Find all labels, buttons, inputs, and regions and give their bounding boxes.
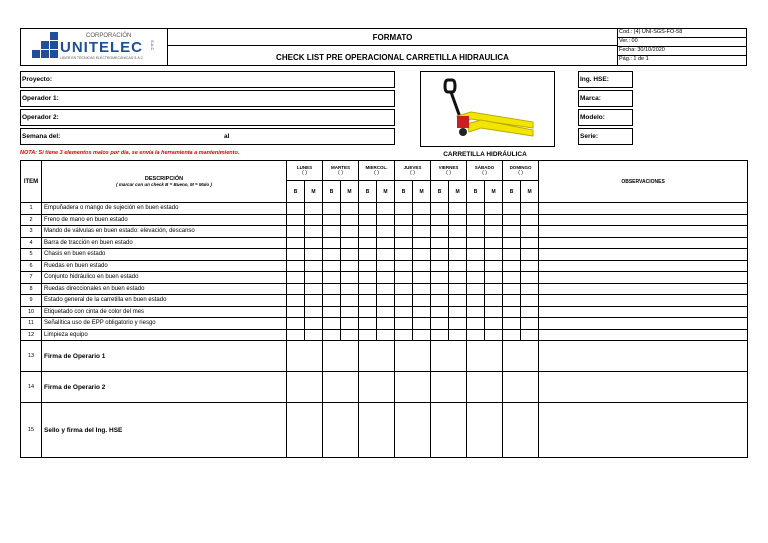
check-cell[interactable] (431, 260, 449, 272)
check-cell[interactable] (413, 249, 431, 261)
check-cell[interactable] (413, 283, 431, 295)
check-cell[interactable] (413, 306, 431, 318)
description-subtitle: ( marcar con un check B = Bueno, M = Malo ) (116, 182, 212, 187)
check-cell[interactable] (287, 329, 305, 341)
signature-row (21, 372, 748, 403)
observation-cell[interactable] (539, 272, 748, 284)
table-row (21, 237, 748, 249)
check-cell[interactable] (485, 226, 503, 238)
check-cell[interactable] (377, 203, 395, 215)
pallet-jack-icon (421, 72, 554, 146)
check-cell[interactable] (449, 329, 467, 341)
check-cell[interactable] (287, 295, 305, 307)
signature-cell[interactable] (323, 372, 359, 403)
check-cell[interactable] (467, 272, 485, 284)
check-cell[interactable] (395, 306, 413, 318)
observation-cell[interactable] (539, 260, 748, 272)
proyecto-field[interactable] (20, 71, 395, 88)
observation-cell[interactable] (539, 318, 748, 330)
item-description: Empuñadera o mango de sujeción en buen estado (42, 203, 287, 215)
check-cell[interactable] (359, 295, 377, 307)
check-cell[interactable] (287, 226, 305, 238)
check-cell[interactable] (449, 214, 467, 226)
check-cell[interactable] (395, 295, 413, 307)
check-cell[interactable] (521, 306, 539, 318)
check-cell[interactable] (467, 214, 485, 226)
check-cell[interactable] (503, 329, 521, 341)
check-cell[interactable] (413, 260, 431, 272)
check-cell[interactable] (305, 214, 323, 226)
check-cell[interactable] (305, 329, 323, 341)
check-cell[interactable] (305, 283, 323, 295)
check-cell[interactable] (323, 214, 341, 226)
check-cell[interactable] (395, 226, 413, 238)
check-cell[interactable] (323, 237, 341, 249)
signature-cell[interactable] (395, 403, 431, 458)
check-cell[interactable] (431, 329, 449, 341)
check-cell[interactable] (503, 318, 521, 330)
item-description: Freno de mano en buen estado (42, 214, 287, 226)
observation-cell[interactable] (539, 341, 748, 372)
check-cell[interactable] (287, 306, 305, 318)
check-cell[interactable] (413, 203, 431, 215)
check-cell[interactable] (431, 306, 449, 318)
check-cell[interactable] (395, 283, 413, 295)
check-cell[interactable] (467, 226, 485, 238)
item-number: 15 (21, 403, 42, 458)
check-cell[interactable] (359, 214, 377, 226)
check-cell[interactable] (521, 329, 539, 341)
doc-date: Fecha: 30/10/2020 (619, 47, 665, 53)
check-cell[interactable] (449, 226, 467, 238)
signature-cell[interactable] (503, 341, 539, 372)
check-cell[interactable] (323, 283, 341, 295)
check-cell[interactable] (359, 237, 377, 249)
check-cell[interactable] (521, 249, 539, 261)
signature-cell[interactable] (359, 403, 395, 458)
check-cell[interactable] (359, 318, 377, 330)
page-title: CHECK LIST PRE OPERACIONAL CARRETILLA HIDRAULICA (276, 53, 509, 62)
table-row (21, 306, 748, 318)
check-cell[interactable] (413, 272, 431, 284)
check-cell[interactable] (305, 318, 323, 330)
check-cell[interactable] (341, 329, 359, 341)
semana-field[interactable] (20, 128, 395, 145)
table-row (21, 318, 748, 330)
semana-label: Semana del: (22, 133, 61, 140)
item-number: 14 (21, 372, 42, 403)
item-number: 6 (21, 260, 42, 272)
observation-cell[interactable] (539, 249, 748, 261)
observation-cell[interactable] (539, 214, 748, 226)
item-description: Etiquetado con cinta de color del mes (42, 306, 287, 318)
check-cell[interactable] (323, 203, 341, 215)
doc-version: Ver.: 00 (619, 38, 638, 44)
item-description: Conjunto hidráulico en buen estado (42, 272, 287, 284)
check-cell[interactable] (467, 306, 485, 318)
check-cell[interactable] (377, 329, 395, 341)
check-cell[interactable] (467, 260, 485, 272)
maintenance-note: NOTA: Si tiene 3 elementos malos por día, se envía la herramienta a mantenimiento. (20, 150, 240, 156)
check-cell[interactable] (377, 260, 395, 272)
observation-cell[interactable] (539, 329, 748, 341)
operador2-field[interactable] (20, 109, 395, 126)
check-cell[interactable] (521, 260, 539, 272)
check-cell[interactable] (503, 283, 521, 295)
day-header-martes: MARTES ( ) (323, 161, 359, 181)
serie-label: Serie: (580, 133, 599, 140)
check-cell[interactable] (305, 249, 323, 261)
check-cell[interactable] (323, 329, 341, 341)
check-cell[interactable] (323, 295, 341, 307)
check-cell[interactable] (341, 260, 359, 272)
observation-cell[interactable] (539, 237, 748, 249)
check-cell[interactable] (287, 214, 305, 226)
check-cell[interactable] (467, 249, 485, 261)
check-cell[interactable] (485, 260, 503, 272)
check-cell[interactable] (503, 226, 521, 238)
check-cell[interactable] (467, 283, 485, 295)
check-cell[interactable] (503, 260, 521, 272)
check-cell[interactable] (431, 283, 449, 295)
check-cell[interactable] (377, 237, 395, 249)
ing-hse-field[interactable] (578, 71, 633, 88)
check-cell[interactable] (521, 226, 539, 238)
check-cell[interactable] (413, 318, 431, 330)
item-description: Ruedas direccionales en buen estado (42, 283, 287, 295)
item-description: Señalítica uso de EPP obligatorio y riesgo (42, 318, 287, 330)
table-row (21, 260, 748, 272)
check-cell[interactable] (521, 237, 539, 249)
item-description: Limpieza equipo (42, 329, 287, 341)
day-header-sabado: SÁBADO ( ) (467, 161, 503, 181)
day-header-lunes: LUNES ( ) (287, 161, 323, 181)
format-label: FORMATO (372, 33, 413, 42)
check-cell[interactable] (413, 295, 431, 307)
check-cell[interactable] (449, 203, 467, 215)
operador1-label: Operador 1: (22, 95, 59, 102)
check-cell[interactable] (467, 329, 485, 341)
signature-cell[interactable] (359, 341, 395, 372)
check-cell[interactable] (359, 306, 377, 318)
check-cell[interactable] (431, 249, 449, 261)
item-description: Mando de válvulas en buen estado: elevación, descanso (42, 226, 287, 238)
check-cell[interactable] (377, 226, 395, 238)
serie-field[interactable] (578, 128, 633, 145)
check-cell[interactable] (521, 295, 539, 307)
day-header-domingo: DOMINGO ( ) (503, 161, 539, 181)
signature-cell[interactable] (395, 372, 431, 403)
check-cell[interactable] (521, 318, 539, 330)
checklist-table (20, 160, 748, 458)
item-description: Barra de tracción en buen estado (42, 237, 287, 249)
table-row (21, 272, 748, 284)
check-cell[interactable] (395, 272, 413, 284)
item-number: 7 (21, 272, 42, 284)
check-cell[interactable] (413, 226, 431, 238)
signature-cell[interactable] (467, 403, 503, 458)
table-row (21, 214, 748, 226)
observation-cell[interactable] (539, 403, 748, 458)
signature-row (21, 341, 748, 372)
item-number: 11 (21, 318, 42, 330)
check-cell[interactable] (431, 237, 449, 249)
signature-cell[interactable] (467, 341, 503, 372)
check-cell[interactable] (503, 272, 521, 284)
company-logo (26, 31, 162, 63)
table-row (21, 295, 748, 307)
check-cell[interactable] (287, 203, 305, 215)
check-cell[interactable] (359, 260, 377, 272)
check-cell[interactable] (395, 237, 413, 249)
check-cell[interactable] (395, 318, 413, 330)
table-row (21, 226, 748, 238)
check-cell[interactable] (449, 283, 467, 295)
item-header: ITEM (21, 161, 42, 203)
signature-cell[interactable] (503, 403, 539, 458)
check-cell[interactable] (341, 226, 359, 238)
check-cell[interactable] (287, 260, 305, 272)
check-cell[interactable] (449, 295, 467, 307)
signature-cell[interactable] (323, 403, 359, 458)
check-cell[interactable] (359, 329, 377, 341)
check-cell[interactable] (341, 203, 359, 215)
check-cell[interactable] (359, 272, 377, 284)
signature-cell[interactable] (287, 372, 323, 403)
item-number: 12 (21, 329, 42, 341)
ing-hse-label: Ing. HSE: (580, 76, 609, 83)
check-cell[interactable] (503, 306, 521, 318)
check-cell[interactable] (395, 260, 413, 272)
check-cell[interactable] (485, 203, 503, 215)
signature-cell[interactable] (287, 341, 323, 372)
observation-cell[interactable] (539, 306, 748, 318)
check-cell[interactable] (485, 272, 503, 284)
check-cell[interactable] (395, 214, 413, 226)
check-cell[interactable] (323, 260, 341, 272)
proyecto-label: Proyecto: (22, 76, 52, 83)
check-cell[interactable] (413, 329, 431, 341)
signature-cell[interactable] (467, 372, 503, 403)
description-header (42, 161, 287, 203)
check-cell[interactable] (431, 295, 449, 307)
check-cell[interactable] (305, 272, 323, 284)
check-cell[interactable] (323, 272, 341, 284)
marca-label: Marca: (580, 95, 601, 102)
check-cell[interactable] (449, 237, 467, 249)
check-cell[interactable] (359, 203, 377, 215)
check-cell[interactable] (395, 203, 413, 215)
check-cell[interactable] (485, 283, 503, 295)
check-cell[interactable] (341, 249, 359, 261)
day-header-miercoles: MIERCOL. ( ) (359, 161, 395, 181)
check-cell[interactable] (341, 237, 359, 249)
signature-cell[interactable] (323, 341, 359, 372)
check-cell[interactable] (305, 306, 323, 318)
check-cell[interactable] (485, 329, 503, 341)
item-number: 5 (21, 249, 42, 261)
day-header-jueves: JUEVES ( ) (395, 161, 431, 181)
check-cell[interactable] (287, 318, 305, 330)
check-cell[interactable] (323, 226, 341, 238)
check-cell[interactable] (305, 260, 323, 272)
marca-field[interactable] (578, 90, 633, 107)
doc-code: Cod.: (4) UNI-SGS-FO-58 (619, 29, 683, 35)
check-cell[interactable] (323, 306, 341, 318)
signature-cell[interactable] (431, 403, 467, 458)
check-cell[interactable] (377, 306, 395, 318)
observation-cell[interactable] (539, 226, 748, 238)
signature-cell[interactable] (431, 341, 467, 372)
check-cell[interactable] (521, 272, 539, 284)
check-cell[interactable] (377, 283, 395, 295)
check-cell[interactable] (431, 272, 449, 284)
operador1-field[interactable] (20, 90, 395, 107)
item-description: Ruedas en buen estado (42, 260, 287, 272)
check-cell[interactable] (485, 249, 503, 261)
logo-tagline: LÍDER EN TÉCNICAS ELECTROMECÁNICAS S.A.C (60, 56, 144, 60)
operador2-label: Operador 2: (22, 114, 59, 121)
check-cell[interactable] (341, 295, 359, 307)
modelo-field[interactable] (578, 109, 633, 126)
check-cell[interactable] (449, 249, 467, 261)
check-cell[interactable] (467, 203, 485, 215)
check-cell[interactable] (467, 237, 485, 249)
signature-label: Sello y firma del Ing. HSE (42, 403, 287, 458)
logo-corporacion: CORPORACIÓN (86, 33, 132, 39)
check-cell[interactable] (431, 318, 449, 330)
item-number: 13 (21, 341, 42, 372)
check-cell[interactable] (449, 272, 467, 284)
logo-name: UNITELEC (60, 39, 143, 56)
modelo-label: Modelo: (580, 114, 605, 121)
item-number: 9 (21, 295, 42, 307)
item-number: 1 (21, 203, 42, 215)
check-cell[interactable] (341, 283, 359, 295)
check-cell[interactable] (377, 272, 395, 284)
check-cell[interactable] (305, 226, 323, 238)
al-label: al (224, 133, 230, 140)
check-cell[interactable] (359, 283, 377, 295)
check-cell[interactable] (305, 295, 323, 307)
check-cell[interactable] (467, 295, 485, 307)
check-cell[interactable] (503, 295, 521, 307)
item-number: 10 (21, 306, 42, 318)
signature-cell[interactable] (503, 372, 539, 403)
check-cell[interactable] (323, 249, 341, 261)
check-cell[interactable] (377, 214, 395, 226)
signature-cell[interactable] (395, 341, 431, 372)
check-cell[interactable] (377, 318, 395, 330)
check-cell[interactable] (377, 249, 395, 261)
check-cell[interactable] (287, 237, 305, 249)
check-cell[interactable] (449, 318, 467, 330)
item-description: Estado general de la carretilla en buen estado (42, 295, 287, 307)
observation-cell[interactable] (539, 203, 748, 215)
signature-cell[interactable] (431, 372, 467, 403)
check-cell[interactable] (341, 318, 359, 330)
day-header-viernes: VIERNES ( ) (431, 161, 467, 181)
check-cell[interactable] (395, 249, 413, 261)
check-cell[interactable] (377, 295, 395, 307)
check-cell[interactable] (521, 203, 539, 215)
check-cell[interactable] (305, 203, 323, 215)
check-cell[interactable] (305, 237, 323, 249)
check-cell[interactable] (395, 329, 413, 341)
observation-cell[interactable] (539, 283, 748, 295)
check-cell[interactable] (449, 260, 467, 272)
check-cell[interactable] (521, 283, 539, 295)
check-cell[interactable] (359, 249, 377, 261)
observations-header: OBSERVACIONES (539, 161, 748, 203)
check-cell[interactable] (485, 318, 503, 330)
doc-page: Pág.: 1 de 1 (619, 56, 649, 62)
observation-cell[interactable] (539, 372, 748, 403)
logo-suffix: S.A.C (150, 40, 155, 51)
check-cell[interactable] (431, 226, 449, 238)
pallet-jack-image (420, 71, 555, 147)
check-cell[interactable] (413, 214, 431, 226)
check-cell[interactable] (341, 214, 359, 226)
table-row (21, 203, 748, 215)
item-number: 2 (21, 214, 42, 226)
check-cell[interactable] (485, 306, 503, 318)
check-cell[interactable] (503, 237, 521, 249)
check-cell[interactable] (485, 237, 503, 249)
check-cell[interactable] (341, 306, 359, 318)
check-cell[interactable] (413, 237, 431, 249)
check-cell[interactable] (467, 318, 485, 330)
table-row (21, 329, 748, 341)
check-cell[interactable] (431, 214, 449, 226)
check-cell[interactable] (287, 249, 305, 261)
section-title: CARRETILLA HIDRÁULICA (443, 151, 527, 158)
signature-cell[interactable] (359, 372, 395, 403)
table-row (21, 283, 748, 295)
check-cell[interactable] (503, 214, 521, 226)
item-number: 8 (21, 283, 42, 295)
check-cell[interactable] (503, 203, 521, 215)
description-title: DESCRIPCIÓN (144, 176, 184, 182)
table-row (21, 249, 748, 261)
check-cell[interactable] (287, 283, 305, 295)
check-cell[interactable] (503, 249, 521, 261)
check-cell[interactable] (485, 295, 503, 307)
check-cell[interactable] (521, 214, 539, 226)
item-description: Chasis en buen estado (42, 249, 287, 261)
signature-row (21, 403, 748, 458)
observation-cell[interactable] (539, 295, 748, 307)
bm-header-row: B M B M B M B M B M B M B M (21, 181, 748, 203)
check-cell[interactable] (359, 226, 377, 238)
check-cell[interactable] (341, 272, 359, 284)
check-cell[interactable] (323, 318, 341, 330)
check-cell[interactable] (287, 272, 305, 284)
check-cell[interactable] (485, 214, 503, 226)
signature-cell[interactable] (287, 403, 323, 458)
signature-label: Firma de Operario 1 (42, 341, 287, 372)
check-cell[interactable] (431, 203, 449, 215)
check-cell[interactable] (449, 306, 467, 318)
signature-label: Firma de Operario 2 (42, 372, 287, 403)
item-number: 3 (21, 226, 42, 238)
item-number: 4 (21, 237, 42, 249)
